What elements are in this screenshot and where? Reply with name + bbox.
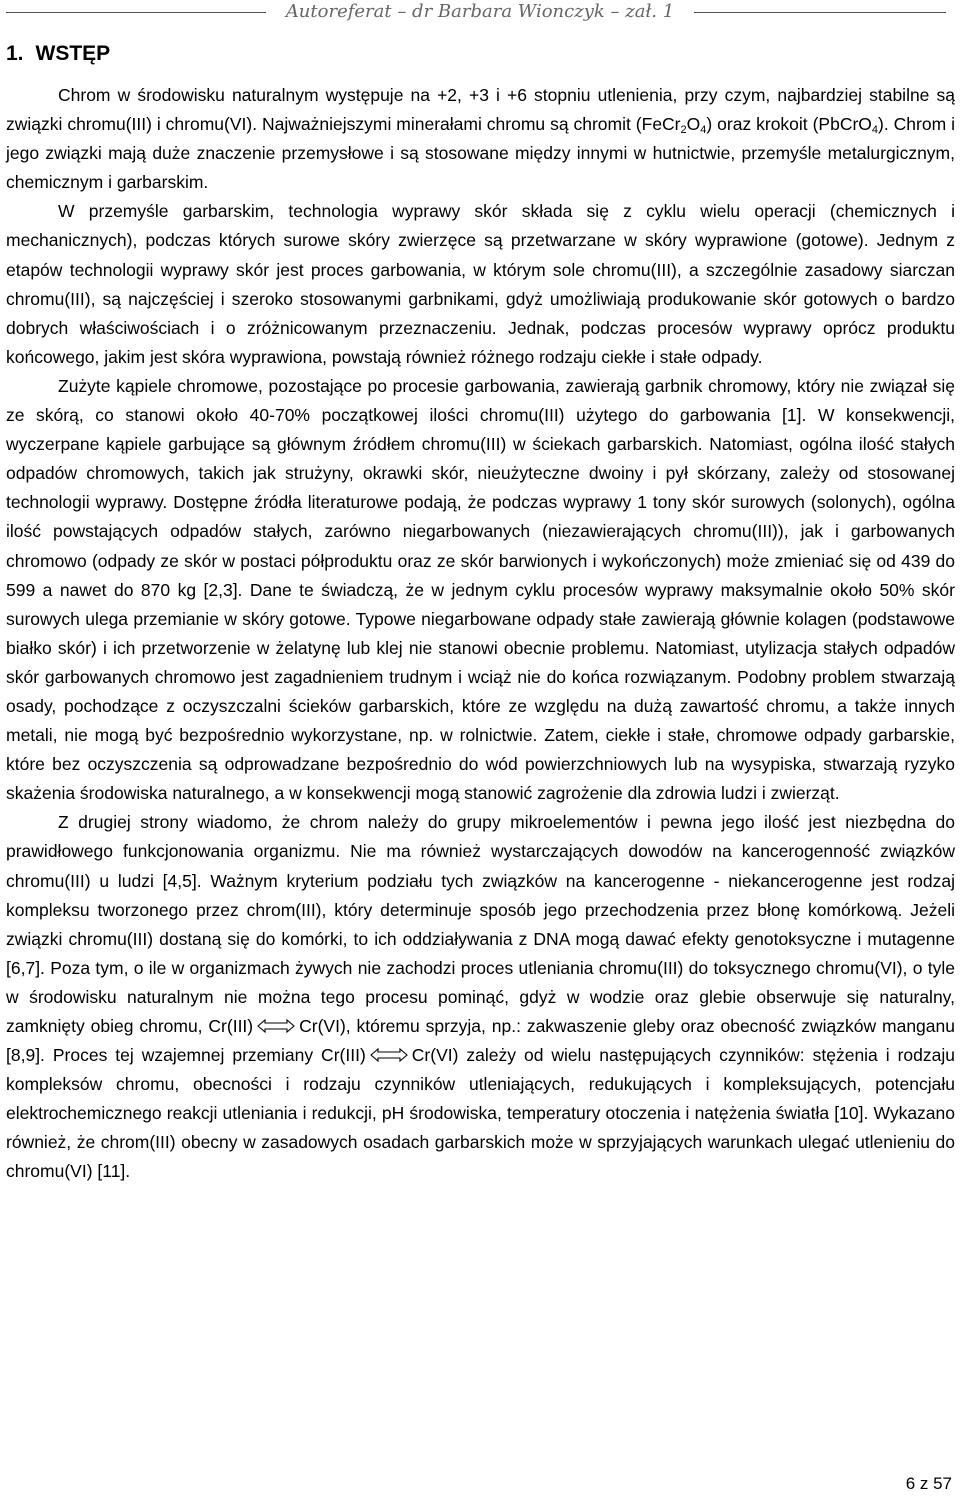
subscript: 2	[680, 124, 687, 137]
paragraph-3: Zużyte kąpiele chromowe, pozostające po procesie garbowania, zawierają garbnik chromowy, który nie związał się ze skórą, co stanowi około 40-70% początkowej ilości chromu(III) użytego do garbowania [1]. W konsekwencji, wyczerpane kąpiele garbujące są głównym źródłem chromu(III) w ściekach garbarskich. Natomiast, ogólna ilość stałych odpadów chromowych, takich jak strużyny, okrawki skór, nieużyteczne dwoiny i pył skórzany, zależy od stosowanej technologii wyprawy. Dostępne źródła literaturowe podają, że podczas wyprawy 1 tony skór surowych (solonych), ogólna ilość powstających odpadów stałych, zarówno niegarbowanych (niezawierających chromu(III)), jak i garbowanych chromowo (odpady ze skór w postaci półproduktu oraz ze skór barwionych i wykończonych) może zmieniać się od 439 do 599 a nawet do 870 kg [2,3]. Dane te świadczą, że w jednym cyklu procesów wyprawy maksymalnie około 50% skór surowych ulega przemianie w skóry gotowe. Typowe niegarbowane odpady stałe zawierają głównie kolagen (podstawowe białko skór) i ich przetworzenie w żelatynę lub klej nie stanowi obecnie problemu. Natomiast, utylizacja stałych odpadów skór garbowanych chromowo jest zagadnieniem trudnym i wciąż nie do końca rozwiązanym. Podobny problem stwarzają osady, pochodzące z oczyszczalni ścieków garbarskich, które ze względu na dużą zawartość chromu, a także innych metali, nie mogą być bezpośrednio wykorzystane, np. w rolnictwie. Zatem, ciekłe i stałe, chromowe odpady garbarskie, które bez oczyszczenia są odprowadzane bezpośrednio do wód powierzchniowych lub na wysypiska, stwarzają ryzyko skażenia środowiska naturalnego, a w konsekwencji mogą stanowić zagrożenie dla zdrowia ludzi i zwierząt.	[6, 375, 955, 804]
p1-text-4: ). Chrom i jego związki mają duże znaczenie przemysłowe i są stosowane między innymi w hutnictwie, przemyśle metalurgicznym, chemicznym i garbarskim.	[6, 114, 955, 193]
page-number: 6 z 57	[905, 1474, 952, 1493]
subscript: 4	[871, 124, 879, 137]
subscript: 4	[700, 124, 707, 137]
header-rule-right	[694, 12, 946, 13]
p4-text-3: Cr(VI) zależy od wielu następujących czynników: stężenia i rodzaju kompleksów chromu, obecności i rodzaju czynników utleniających, redukujących i kompleksujących, potencjału elektrochemicznego reakcji utleniania i redukcji, pH środowiska, temperatury otoczenia i natężenia światła [10]. Wykazano również, że chrom(III) obecny w zasadowych osadach garbarskich może w sprzyjających warunkach ulegać utlenieniu do chromu(VI) [11].	[6, 1045, 955, 1182]
running-title: Autoreferat – dr Barbara Wionczyk – zał. 1	[285, 1, 675, 22]
paragraph-1	[6, 81, 955, 197]
p1-text-3: ) oraz krokoit (PbCrO	[706, 114, 872, 135]
p4-text-2: Cr(VI), któremu sprzyja, np.: zakwaszenie gleby oraz obecność związków manganu [8,9]. Proces tej wzajemnej przemiany Cr(III)	[6, 1016, 955, 1066]
header-rule-left	[6, 12, 266, 13]
paragraph-2: W przemyśle garbarskim, technologia wyprawy skór składa się z cyklu wielu operacji (chemicznych i mechanicznych), podczas których surowe skóry zwierzęce są przetwarzane w skóry wyprawione (gotowe). Jednym z etapów technologii wyprawy skór jest proces garbowania, w którym sole chromu(III), a szczególnie zasadowy siarczan chromu(III), są najczęściej i szeroko stosowanymi garbnikami, gdyż umożliwiają produkowanie skór gotowych o bardzo dobrych właściwościach i o zróżnicowanym przeznaczeniu. Jednak, podczas procesów wyprawy oprócz produktu końcowego, jakim jest skóra wyprawiona, powstają również różnego rodzaju ciekłe i stałe odpady.	[6, 201, 955, 367]
section-heading	[6, 42, 110, 66]
section-title: WSTĘP	[35, 42, 111, 65]
p4-text-1: Z drugiej strony wiadomo, że chrom należy do grupy mikroelementów i pewna jego ilość jest niezbędna do prawidłowego funkcjonowania organizmu. Nie ma również wystarczających dowodów na kancerogenność związków chromu(III) u ludzi [4,5]. Ważnym kryterium podziału tych związków na kancerogenne - niekancerogenne jest rodzaj kompleksu tworzonego przez chrom(III), który determinuje sposób jego przechodzenia przez błonę komórkową. Jeżeli związki chromu(III) dostaną się do komórki, to ich oddziaływania z DNA mogą dawać efekty genotoksyczne i mutagenne [6,7]. Poza tym, o ile w organizmach żywych nie zachodzi proces utleniania chromu(III) do toksycznego chromu(VI), o tyle w środowisku naturalnym nie można tego procesu pominąć, gdyż w wodzie oraz glebie obserwuje się naturalny, zamknięty obieg chromu, Cr(III)	[6, 812, 955, 1036]
paragraph-4	[6, 808, 955, 1186]
body-text	[6, 81, 955, 1187]
double-headed-arrow-icon	[370, 1048, 408, 1062]
p1-text-1: Chrom w środowisku naturalnym występuje na +2, +3 i +6 stopniu utlenienia, przy czym, najbardziej stabilne są związki chromu(III) i chromu(VI). Najważniejszymi minerałami chromu są chromit (FeCr	[6, 85, 955, 135]
p1-text-2: O	[686, 114, 701, 135]
section-number: 1.	[6, 42, 24, 65]
double-headed-arrow-icon	[257, 1019, 295, 1033]
page-header	[0, 0, 960, 28]
